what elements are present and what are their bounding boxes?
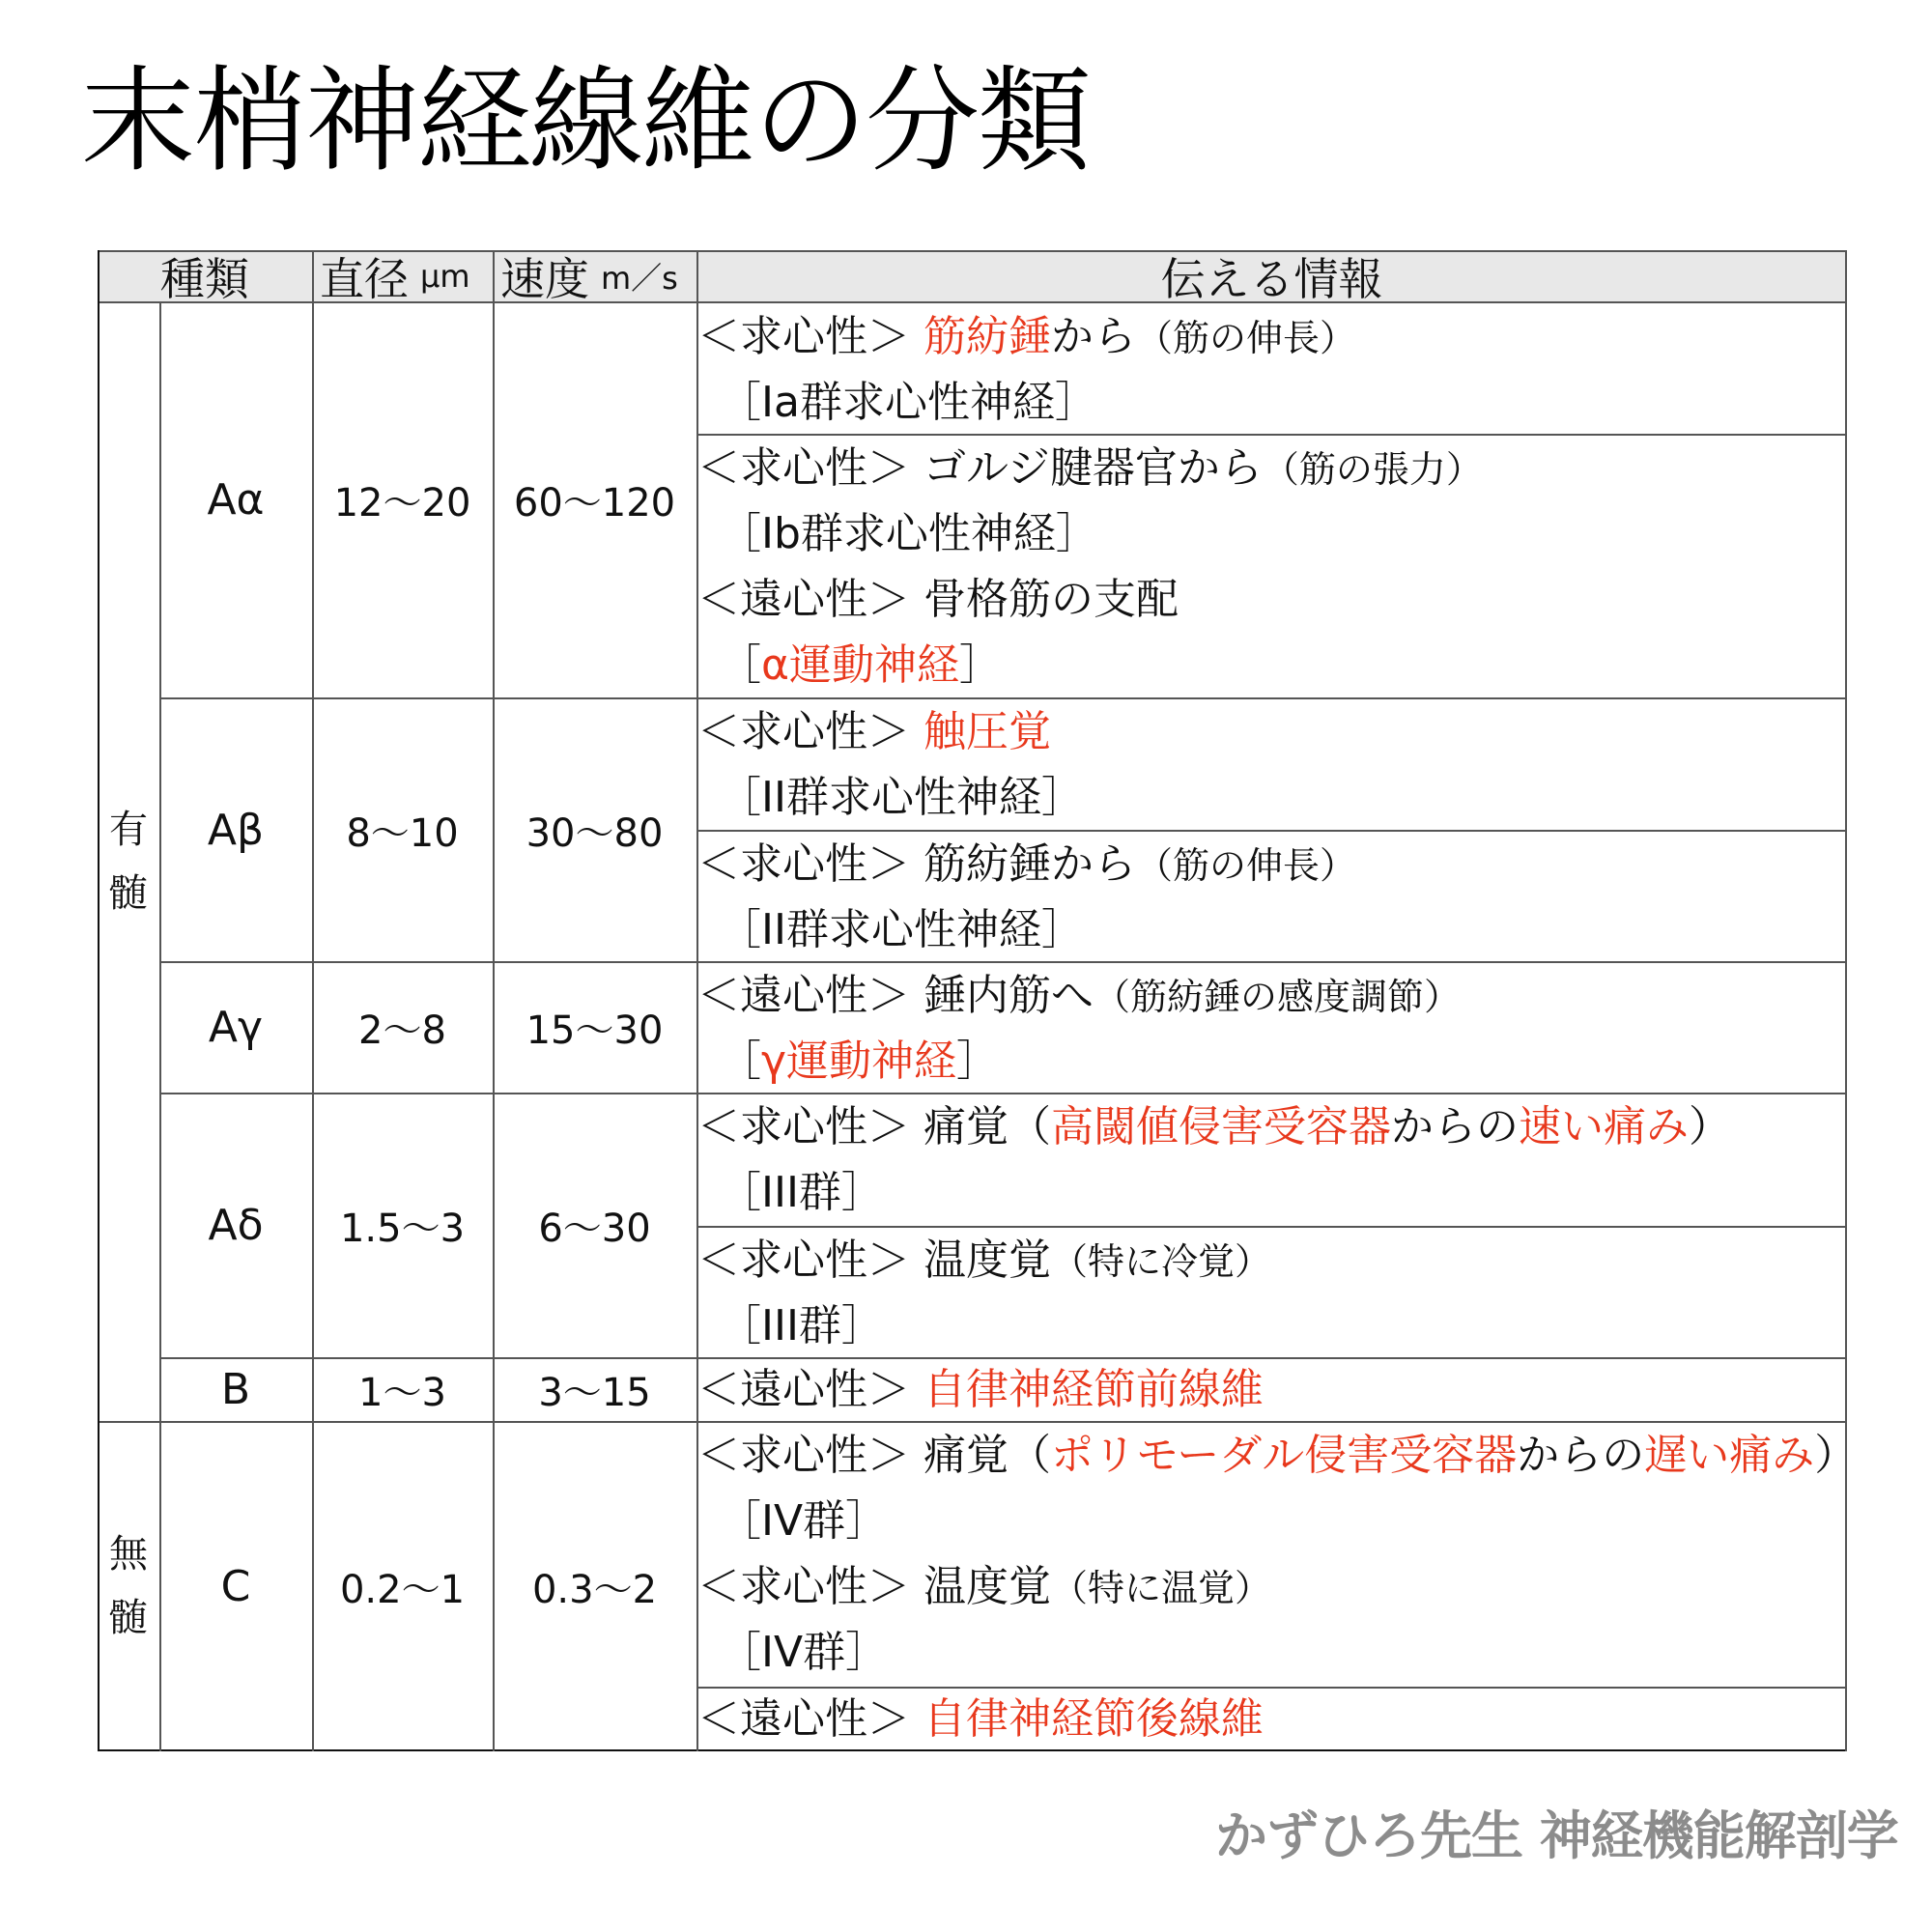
- header-velocity-label: 速度: [500, 253, 589, 305]
- nerve-fiber-table: [98, 250, 1858, 1751]
- fiber-group-label: ［IV群］: [719, 1628, 889, 1677]
- info-aalpha-3: [697, 567, 1179, 698]
- header-diameter-unit: μm: [420, 258, 470, 295]
- info-text: から: [1051, 312, 1136, 361]
- header-info: [696, 250, 1847, 305]
- row-abeta-velocity: 30〜80: [526, 810, 664, 856]
- info-note: （筋の伸長）: [1136, 844, 1357, 887]
- fiber-group-label: ［IV群］: [719, 1496, 889, 1546]
- group-unmyelinated-char-2: 髄: [109, 1596, 148, 1640]
- info-c-1: [697, 1423, 1857, 1554]
- paren-open: （: [1009, 1102, 1051, 1151]
- header-type-label: 種類: [160, 253, 249, 305]
- bracket-close: ］: [959, 640, 1003, 690]
- row-aalpha-diameter: 12〜20: [333, 481, 471, 526]
- info-text: 骨格筋の支配: [923, 575, 1179, 624]
- row-c-diameter: 0.2〜1: [339, 1567, 466, 1612]
- header-type: [98, 250, 312, 305]
- page-title: 末梢神経線維の分類: [81, 54, 1091, 187]
- highlight-text: 高閾値侵害受容器: [1051, 1102, 1391, 1151]
- info-aalpha-2: [697, 436, 1483, 567]
- row-b-velocity: 3〜15: [538, 1371, 651, 1415]
- group-myelinated: [98, 302, 159, 1421]
- highlight-text: 速い痛み: [1519, 1102, 1689, 1151]
- fiber-group-label: ［III群］: [719, 1168, 884, 1217]
- direction-label: ＜求心性＞: [697, 443, 923, 493]
- direction-label: ＜求心性＞: [697, 839, 923, 889]
- row-aalpha-velocity: 60〜120: [513, 481, 676, 526]
- bracket-open: ［: [719, 640, 761, 690]
- row-adelta-velocity: 6〜30: [538, 1207, 651, 1251]
- fiber-group-label: ［Ia群求心性神経］: [719, 378, 1097, 427]
- row-agamma-diameter: 2〜8: [358, 1009, 446, 1053]
- info-b-1: [697, 1357, 1264, 1423]
- direction-label: ＜遠心性＞: [697, 1694, 923, 1744]
- info-adelta-1: [697, 1094, 1731, 1226]
- fiber-group-label: ［II群求心性神経］: [719, 905, 1084, 954]
- info-text: からの: [1517, 1431, 1645, 1480]
- bracket-close: ］: [956, 1037, 1000, 1086]
- header-diameter: [312, 250, 500, 305]
- info-aalpha-1: [697, 304, 1356, 436]
- info-text: からの: [1391, 1102, 1519, 1151]
- info-text: 痛覚: [923, 1102, 1009, 1151]
- info-text: 温度覚: [923, 1236, 1051, 1285]
- header-velocity-unit: m／s: [601, 260, 678, 297]
- info-c-2: [697, 1554, 1271, 1686]
- group-myelinated-char-2: 髄: [109, 871, 148, 916]
- info-text: 痛覚: [923, 1431, 1009, 1480]
- info-abeta-2: [697, 832, 1356, 963]
- fiber-group-label: ［II群求心性神経］: [719, 773, 1084, 822]
- group-myelinated-char-1: 有: [109, 808, 148, 852]
- info-abeta-1: [697, 699, 1084, 831]
- header-diameter-label: 直径: [320, 253, 409, 305]
- direction-label: ＜求心性＞: [697, 1562, 923, 1611]
- direction-label: ＜求心性＞: [697, 1236, 923, 1285]
- group-unmyelinated-char-1: 無: [109, 1532, 148, 1577]
- row-abeta-diameter: 8〜10: [346, 810, 459, 856]
- direction-label: ＜求心性＞: [697, 1431, 923, 1480]
- group-unmyelinated: [98, 1422, 159, 1750]
- direction-label: ＜求心性＞: [697, 707, 923, 756]
- highlight-text: α運動神経: [761, 640, 960, 690]
- row-c-type: C: [220, 1561, 251, 1611]
- direction-label: ＜遠心性＞: [697, 971, 923, 1020]
- info-text: 錘内筋へ: [923, 971, 1094, 1020]
- highlight-text: ポリモーダル侵害受容器: [1051, 1431, 1518, 1480]
- info-note: （筋紡錘の感度調節）: [1094, 976, 1462, 1018]
- info-note: （筋の伸長）: [1136, 317, 1357, 359]
- highlight-text: 自律神経節前線維: [923, 1365, 1264, 1414]
- info-agamma-1: [697, 963, 1461, 1094]
- row-agamma-type: Aγ: [208, 1003, 264, 1052]
- bracket-open: ［: [719, 1037, 761, 1086]
- info-c-3: [697, 1687, 1264, 1752]
- paren-close: ）: [1814, 1431, 1858, 1480]
- row-aalpha-type: Aα: [207, 475, 265, 525]
- header-info-label: 伝える情報: [1160, 253, 1383, 305]
- info-text: ゴルジ腱器官から: [923, 443, 1263, 493]
- info-note: （特に温覚）: [1051, 1567, 1272, 1609]
- info-note: （特に冷覚）: [1051, 1240, 1272, 1283]
- info-text: 温度覚: [923, 1562, 1051, 1611]
- fiber-group-label: ［III群］: [719, 1301, 884, 1350]
- footer-credit: かずひろ先生 神経機能解剖学: [1215, 1805, 1898, 1866]
- row-b-diameter: 1〜3: [358, 1371, 446, 1415]
- info-adelta-2: [697, 1228, 1271, 1359]
- row-abeta-type: Aβ: [207, 805, 265, 855]
- header-velocity: [493, 250, 704, 305]
- direction-label: ＜求心性＞: [697, 1102, 923, 1151]
- row-adelta-diameter: 1.5〜3: [339, 1207, 466, 1251]
- info-note: （筋の張力）: [1262, 448, 1483, 491]
- direction-label: ＜遠心性＞: [697, 575, 923, 624]
- highlight-text: 自律神経節後線維: [923, 1694, 1264, 1744]
- highlight-text: γ運動神経: [761, 1037, 957, 1086]
- paren-close: ）: [1689, 1102, 1731, 1151]
- direction-label: ＜求心性＞: [697, 312, 923, 361]
- info-text: 筋紡錘から: [923, 839, 1136, 889]
- row-adelta-type: Aδ: [208, 1201, 264, 1250]
- fiber-group-label: ［Ib群求心性神経］: [719, 509, 1098, 558]
- paren-open: （: [1009, 1431, 1051, 1480]
- highlight-text: 遅い痛み: [1644, 1431, 1815, 1480]
- row-agamma-velocity: 15〜30: [526, 1009, 664, 1053]
- row-c-velocity: 0.3〜2: [531, 1567, 658, 1612]
- direction-label: ＜遠心性＞: [697, 1365, 923, 1414]
- row-b-type: B: [220, 1365, 251, 1414]
- highlight-text: 触圧覚: [923, 707, 1051, 756]
- highlight-text: 筋紡錘: [923, 312, 1051, 361]
